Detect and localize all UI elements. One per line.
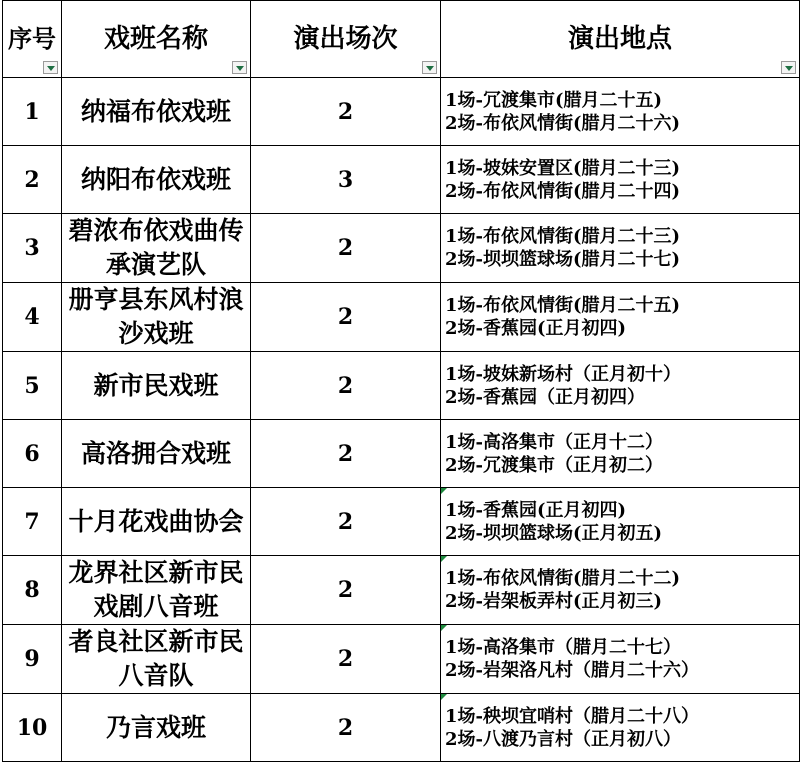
cell-performance-count[interactable]: 2 [251,78,441,146]
cell-performance-count[interactable]: 3 [251,146,441,214]
cell-troupe-name[interactable]: 碧浓布依戏曲传承演艺队 [62,214,251,283]
venue-line: 1场-秧坝宜哨村（腊月二十八） [445,705,699,727]
cell-troupe-name[interactable]: 册亨县东风村浪沙戏班 [62,283,251,352]
venue-line: 1场-坡妹安置区(腊月二十三) [445,157,681,179]
header-label-venue: 演出地点 [567,24,672,54]
cell-index[interactable]: 7 [3,488,62,556]
table-row [3,283,800,352]
cell-index[interactable]: 9 [3,625,62,694]
cell-performance-count[interactable]: 2 [251,283,441,352]
header-label-count: 演出场次 [293,24,398,54]
venue-line: 1场-布依风情街(腊月二十二) [445,568,681,589]
cell-venues[interactable] [441,146,800,214]
table-row [3,625,800,694]
header-row [3,1,800,78]
venue-line: 2场-布依风情街(腊月二十六) [445,112,681,134]
header-cell-count [251,1,441,78]
venue-line: 1场-高洛集市（正月十二） [445,431,663,453]
venue-line: 2场-岩架洛凡村（腊月二十六） [445,660,699,681]
cell-index[interactable]: 2 [3,146,62,214]
venue-line: 1场-香蕉园(正月初四) [445,499,627,521]
cell-marker-icon [441,694,447,700]
cell-venues[interactable] [441,625,800,694]
venue-line: 1场-冗渡集市(腊月二十五) [445,89,663,111]
venue-line: 2场-岩架板弄村(正月初三) [445,591,663,612]
venue-line: 1场-高洛集市（腊月二十七） [445,637,681,658]
cell-troupe-name[interactable]: 高洛拥合戏班 [62,420,251,488]
header-label-troupe: 戏班名称 [103,24,208,54]
table-row [3,694,800,762]
cell-marker-icon [441,625,447,631]
venue-line: 2场-八渡乃言村（正月初八） [445,728,681,750]
cell-venues[interactable] [441,78,800,146]
cell-troupe-name[interactable]: 新市民戏班 [62,352,251,420]
cell-performance-count[interactable]: 2 [251,488,441,556]
venue-line: 1场-布依风情街(腊月二十五) [445,295,681,316]
filter-dropdown-icon[interactable] [422,61,437,74]
cell-troupe-name[interactable]: 者良社区新市民八音队 [62,625,251,694]
header-cell-index [3,1,62,78]
cell-index[interactable]: 8 [3,556,62,625]
table-row [3,146,800,214]
header-cell-troupe [62,1,251,78]
table-row [3,488,800,556]
table-row [3,214,800,283]
performance-table [2,0,800,762]
cell-troupe-name[interactable]: 龙界社区新市民戏剧八音班 [62,556,251,625]
cell-index[interactable]: 3 [3,214,62,283]
cell-marker-icon [441,556,447,562]
filter-dropdown-icon[interactable] [232,61,247,74]
cell-troupe-name[interactable]: 乃言戏班 [62,694,251,762]
venue-line: 1场-布依风情街(腊月二十三) [445,226,681,247]
cell-performance-count[interactable]: 2 [251,352,441,420]
cell-venues[interactable] [441,488,800,556]
cell-index[interactable]: 5 [3,352,62,420]
cell-troupe-name[interactable]: 十月花戏曲协会 [62,488,251,556]
filter-dropdown-icon[interactable] [43,61,58,74]
cell-index[interactable]: 1 [3,78,62,146]
cell-index[interactable]: 4 [3,283,62,352]
cell-marker-icon [441,488,447,494]
venue-line: 2场-坝坝篮球场(正月初五) [445,522,663,544]
cell-performance-count[interactable]: 2 [251,694,441,762]
cell-performance-count[interactable]: 2 [251,625,441,694]
cell-performance-count[interactable]: 2 [251,420,441,488]
table-row [3,352,800,420]
filter-dropdown-icon[interactable] [781,61,796,74]
cell-venues[interactable] [441,694,800,762]
table-row [3,420,800,488]
header-cell-venue [441,1,800,78]
cell-venues[interactable] [441,352,800,420]
cell-index[interactable]: 10 [3,694,62,762]
cell-performance-count[interactable]: 2 [251,214,441,283]
header-label-index: 序号 [8,24,56,53]
table-row [3,556,800,625]
cell-troupe-name[interactable]: 纳阳布依戏班 [62,146,251,214]
cell-index[interactable]: 6 [3,420,62,488]
venue-line: 2场-坝坝篮球场(腊月二十七) [445,249,681,270]
venue-line: 1场-坡妹新场村（正月初十） [445,363,681,385]
cell-venues[interactable] [441,283,800,352]
cell-venues[interactable] [441,420,800,488]
venue-line: 2场-冗渡集市（正月初二） [445,454,663,476]
table-row [3,78,800,146]
venue-line: 2场-香蕉园(正月初四) [445,318,627,339]
cell-venues[interactable] [441,556,800,625]
cell-performance-count[interactable]: 2 [251,556,441,625]
cell-venues[interactable] [441,214,800,283]
cell-troupe-name[interactable]: 纳福布依戏班 [62,78,251,146]
venue-line: 2场-布依风情街(腊月二十四) [445,180,681,202]
venue-line: 2场-香蕉园（正月初四） [445,386,645,408]
